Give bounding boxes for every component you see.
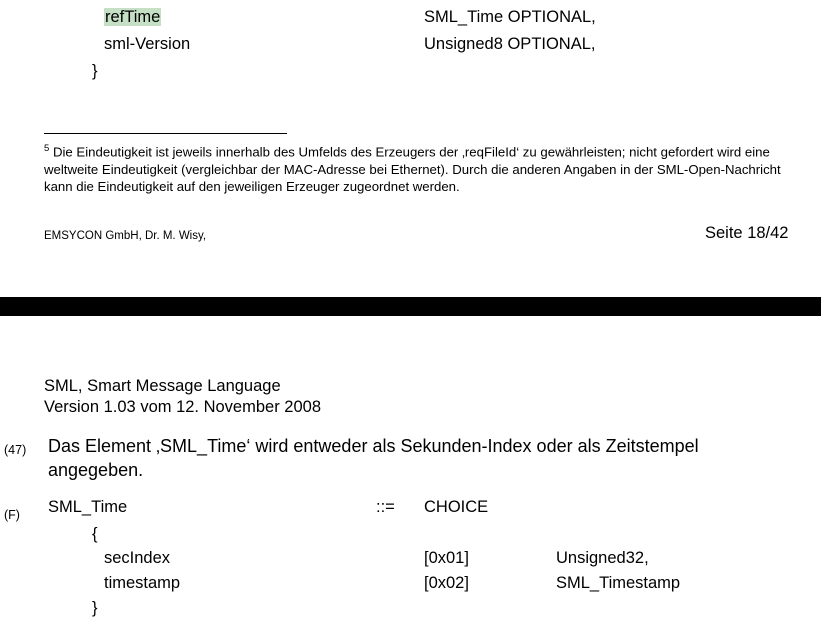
definition-field-type-0: Unsigned32, bbox=[556, 549, 649, 567]
definition-marker-f: (F) bbox=[4, 508, 20, 522]
definition-field-tag-0: [0x01] bbox=[424, 549, 469, 567]
definition-operator: ::= bbox=[376, 498, 395, 516]
code-closing-brace-top: } bbox=[92, 62, 98, 80]
footer-company: EMSYCON GmbH, Dr. M. Wisy, bbox=[44, 230, 207, 242]
definition-value: CHOICE bbox=[424, 498, 489, 516]
definition-field-type-1: SML_Timestamp bbox=[556, 574, 681, 592]
definition-field-name-0: secIndex bbox=[104, 549, 171, 567]
code-field-name-0 bbox=[104, 8, 161, 27]
footnote-body: Die Eindeutigkeit ist jeweils innerhalb des Umfelds des Erzeugers der ‚reqFileId‘ zu gewährleisten; nicht gefordert wird eine weltweite Eindeutigkeit (vergleichbar der MAC-Adresse bei Ethernet). Durch die anderen Angaben in der SML-Open-Nachricht kann die Eindeutigkeit auf den jeweiligen Erzeuger zugeordnet werden. bbox=[44, 144, 781, 195]
footer-page-number: Seite 18/42 bbox=[705, 224, 789, 242]
page-separator-band bbox=[0, 297, 821, 316]
document-header-line-2: Version 1.03 vom 12. November 2008 bbox=[44, 398, 321, 416]
definition-name: SML_Time bbox=[48, 498, 128, 516]
code-field-name-1: sml-Version bbox=[104, 35, 191, 53]
footnote-marker: 5 bbox=[44, 143, 50, 154]
definition-field-name-1: timestamp bbox=[104, 574, 181, 592]
page-separator-gap bbox=[0, 316, 821, 324]
definition-field-tag-1: [0x02] bbox=[424, 574, 469, 592]
definition-close-brace: } bbox=[92, 599, 98, 617]
paragraph-text-47: Das Element ‚SML_Time‘ wird entweder als Sekunden-Index oder als Zeitstempel angegeben. bbox=[48, 436, 699, 481]
document-header-line-1: SML, Smart Message Language bbox=[44, 377, 281, 395]
code-field-type-1: Unsigned8 OPTIONAL, bbox=[424, 35, 596, 53]
definition-open-brace: { bbox=[92, 525, 98, 543]
paragraph-marker-47: (47) bbox=[4, 443, 27, 457]
footnote-divider bbox=[44, 133, 287, 134]
highlighted-text-refTime: refTime bbox=[105, 8, 161, 26]
code-field-type-0: SML_Time OPTIONAL, bbox=[424, 8, 596, 26]
footnote-text bbox=[44, 143, 782, 196]
